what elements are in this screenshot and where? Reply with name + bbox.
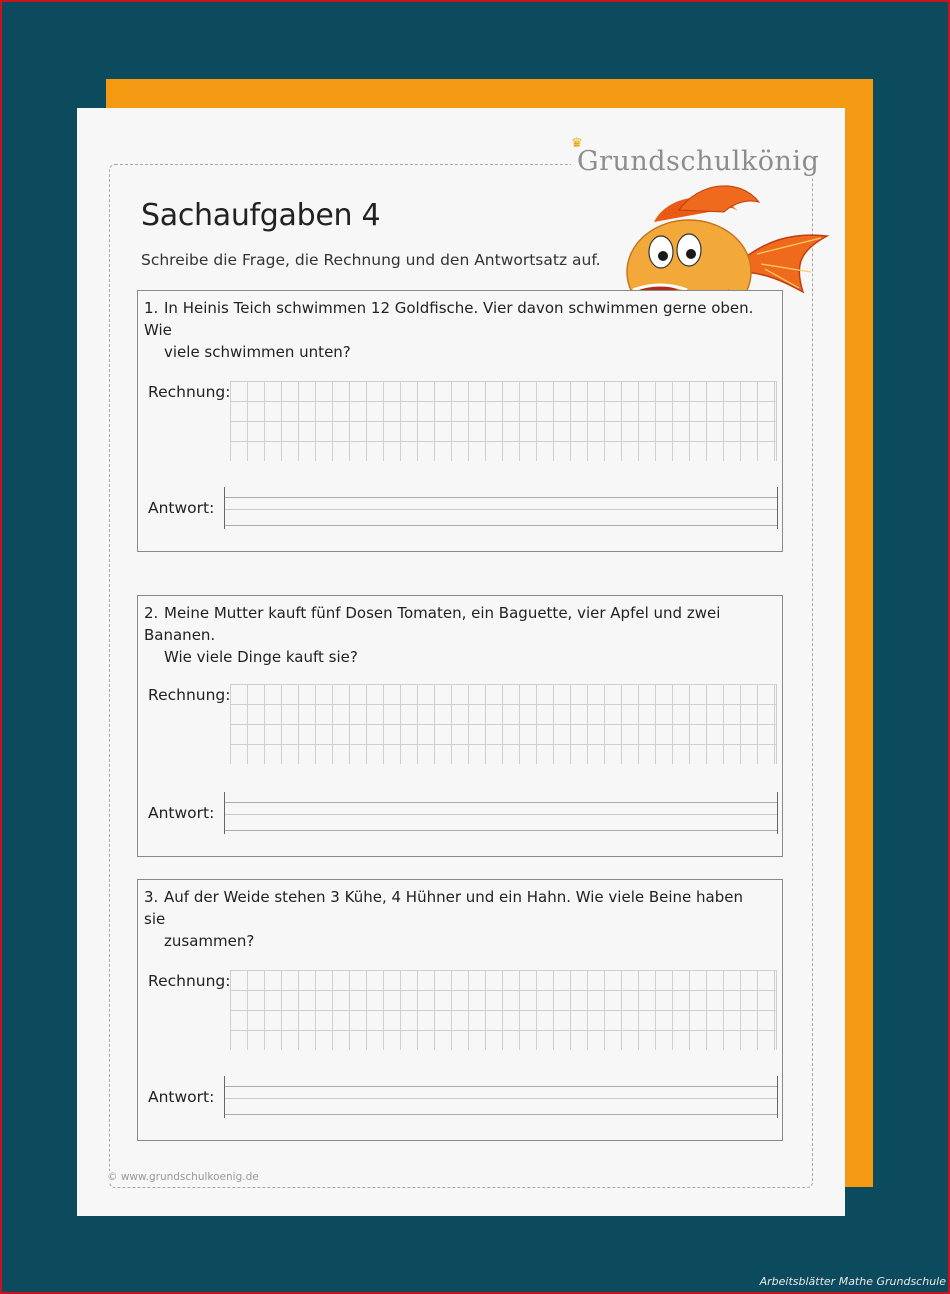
task-question-line1: Meine Mutter kauft fünf Dosen Tomaten, ein Baguette, vier Apfel und zwei Bananen. (144, 604, 721, 644)
page-title: Sachaufgaben 4 (141, 198, 381, 233)
answer-lines[interactable] (224, 792, 778, 834)
image-caption: Arbeitsblätter Mathe Grundschule (759, 1275, 946, 1288)
calculation-label: Rechnung: (148, 383, 231, 401)
calculation-grid[interactable] (230, 684, 777, 764)
task-question (144, 602, 754, 668)
worksheet-page (77, 108, 845, 1216)
task-card-3 (137, 879, 783, 1141)
brand-logo-text: Grundschulkönig (577, 146, 820, 177)
instruction-text: Schreibe die Frage, die Rechnung und den Antwortsatz auf. (141, 251, 601, 269)
task-question (144, 297, 754, 363)
task-card-2 (137, 595, 783, 857)
task-question-line1: In Heinis Teich schwimmen 12 Goldfische. Vier davon schwimmen gerne oben. Wie (144, 299, 754, 339)
task-question (144, 886, 754, 952)
answer-lines[interactable] (224, 1076, 778, 1118)
task-question-line2: Wie viele Dinge kauft sie? (164, 648, 358, 666)
task-number: 1. (144, 299, 159, 317)
calculation-label: Rechnung: (148, 686, 231, 704)
answer-label: Antwort: (148, 499, 215, 517)
calculation-grid[interactable] (230, 970, 777, 1050)
task-question-line2: viele schwimmen unten? (164, 343, 351, 361)
task-question-line1: Auf der Weide stehen 3 Kühe, 4 Hühner und ein Hahn. Wie viele Beine haben sie (144, 888, 744, 928)
answer-label: Antwort: (148, 1088, 215, 1106)
answer-label: Antwort: (148, 804, 215, 822)
copyright-footer: © www.grundschulkoenig.de (107, 1171, 265, 1183)
crown-icon: ♛ (571, 136, 584, 151)
task-question-line2: zusammen? (164, 932, 255, 950)
calculation-label: Rechnung: (148, 972, 231, 990)
calculation-grid[interactable] (230, 381, 777, 461)
task-number: 2. (144, 604, 159, 622)
task-card-1 (137, 290, 783, 552)
answer-lines[interactable] (224, 487, 778, 529)
task-number: 3. (144, 888, 159, 906)
